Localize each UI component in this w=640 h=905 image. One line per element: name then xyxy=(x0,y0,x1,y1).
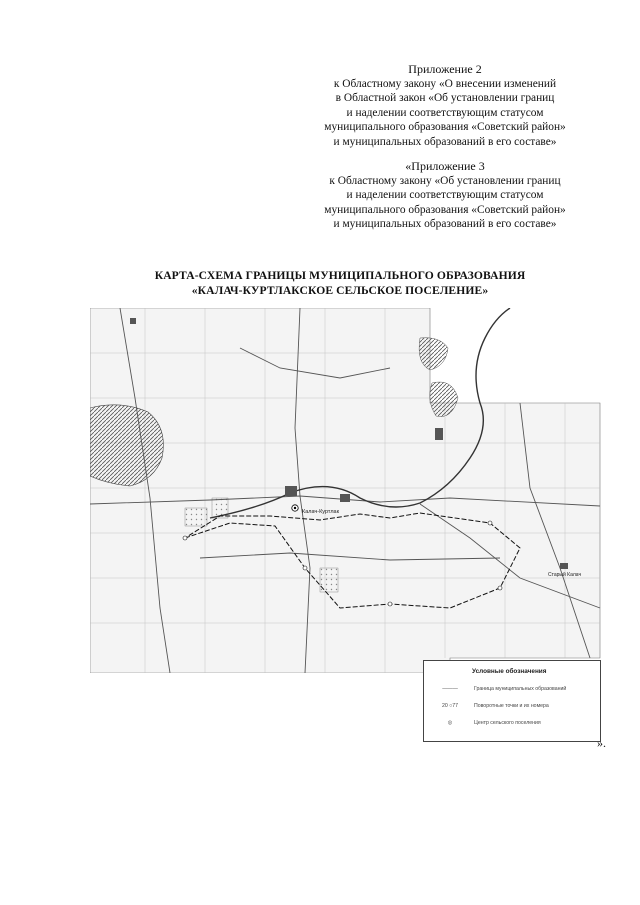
legend-item-label: Поворотные точки и их номера xyxy=(474,703,549,709)
map-title xyxy=(90,268,590,298)
quoted-appendix-line: и наделении соответствующим статусом xyxy=(346,189,544,202)
legend-item-turning-points xyxy=(428,703,596,713)
quoted-appendix-line: муниципального образования «Советский район» xyxy=(324,203,566,216)
place-label: Калач-Куртлак xyxy=(302,509,340,515)
settlement-center-icon: ◎ xyxy=(447,720,453,726)
legend-item-label: Центр сельского поселения xyxy=(474,720,541,726)
quoted-appendix-title: «Приложение 3 xyxy=(405,159,485,173)
forest-area xyxy=(90,405,163,486)
map-title-line2: «КАЛАЧ-КУРТЛАКСКОЕ СЕЛЬСКОЕ ПОСЕЛЕНИЕ» xyxy=(191,284,489,297)
appendix-header xyxy=(290,62,600,150)
legend-item-label: Граница муниципальных образований xyxy=(474,686,567,692)
appendix-line: и муниципальных образований в его составе» xyxy=(333,135,557,148)
map-title-line1: КАРТА-СХЕМА ГРАНИЦЫ МУНИЦИПАЛЬНОГО ОБРАЗОВАНИЯ xyxy=(154,269,526,282)
boundary-line-icon: ——— xyxy=(442,686,458,692)
quoted-appendix-line: и муниципальных образований в его составе» xyxy=(333,218,557,231)
place-label: Старый Калач xyxy=(548,572,582,578)
appendix-line: к Областному закону «О внесении изменений xyxy=(333,77,557,90)
legend-title: Условные обозначения xyxy=(472,668,547,675)
field-area xyxy=(185,508,207,526)
map-legend xyxy=(423,660,601,742)
appendix-title: Приложение 2 xyxy=(408,62,482,76)
appendix-line: и наделении соответствующим статусом xyxy=(346,106,544,119)
legend-item-boundary xyxy=(428,686,596,696)
closing-quote-mark: ». xyxy=(597,736,606,750)
legend-item-center xyxy=(428,720,596,730)
appendix-line: в Областной закон «Об установлении границ xyxy=(335,92,555,105)
settlement-center-icon xyxy=(292,505,298,511)
quoted-appendix-line: к Областному закону «Об установлении границ xyxy=(329,174,561,187)
topographic-map xyxy=(90,308,610,673)
quoted-appendix-header xyxy=(290,159,600,232)
appendix-line: муниципального образования «Советский район» xyxy=(324,121,566,134)
turning-point-icon: 20 ○77 xyxy=(441,703,459,709)
